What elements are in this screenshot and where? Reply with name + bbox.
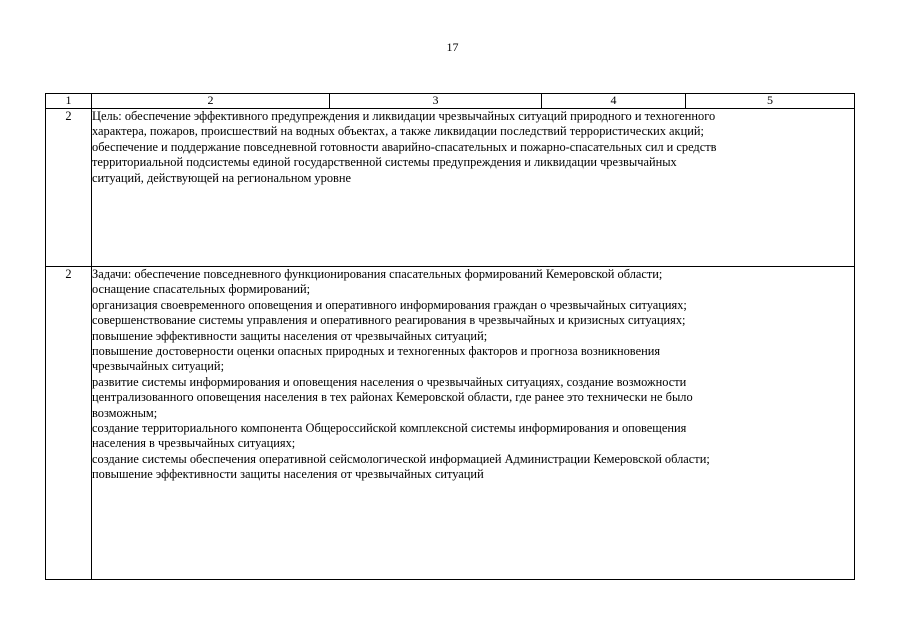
column-header-3: 3 — [330, 94, 542, 109]
task-line: развитие системы информирования и оповещения населения о чрезвычайных ситуациях, создание возможности — [92, 374, 687, 389]
goal-line: характера, пожаров, происшествий на водных объектах, а также ликвидации последствий террористических акций; — [92, 124, 704, 139]
goal-text-cell — [92, 109, 855, 267]
column-header-5: 5 — [686, 94, 855, 109]
row-number: 2 — [46, 267, 92, 580]
program-table — [45, 93, 855, 580]
table-row-goal — [46, 109, 855, 267]
column-header-2: 2 — [92, 94, 330, 109]
task-line: организация своевременного оповещения и оперативного информирования граждан о чрезвычайных ситуациях; — [92, 297, 687, 312]
task-line: оснащение спасательных формирований; — [92, 282, 311, 297]
table-header-row — [46, 94, 855, 109]
task-line: чрезвычайных ситуаций; — [92, 359, 225, 374]
column-header-4: 4 — [542, 94, 686, 109]
goal-line: ситуаций, действующей на региональном уровне — [92, 170, 351, 185]
task-line: повышение эффективности защиты населения от чрезвычайных ситуаций — [92, 467, 484, 482]
task-line: Задачи: обеспечение повседневного функционирования спасательных формирований Кемеровской области; — [92, 267, 663, 281]
goal-line: территориальной подсистемы единой государственной системы предупреждения и ликвидации чрезвычайных — [92, 155, 677, 170]
tasks-text-cell — [92, 267, 855, 580]
task-line: повышение достоверности оценки опасных природных и техногенных факторов и прогноза возникновения — [92, 344, 661, 359]
task-line: создание системы обеспечения оперативной сейсмологической информацией Администрации Кемеровской области; — [92, 451, 710, 466]
column-header-1: 1 — [46, 94, 92, 109]
task-line: создание территориального компонента Общероссийской комплексной системы информирования и оповещения — [92, 421, 687, 436]
page-number: 17 — [446, 40, 459, 54]
task-line: возможным; — [92, 405, 158, 420]
task-line: населения в чрезвычайных ситуациях; — [92, 436, 296, 451]
goal-line: Цель: обеспечение эффективного предупреждения и ликвидации чрезвычайных ситуаций природного и техногенного — [92, 109, 716, 123]
task-line: совершенствование системы управления и оперативного реагирования в чрезвычайных и кризисных ситуациях; — [92, 313, 686, 328]
table-row-tasks — [46, 267, 855, 580]
row-number: 2 — [46, 109, 92, 267]
goal-line: обеспечение и поддержание повседневной готовности аварийно-спасательных и пожарно-спасательных сил и средств — [92, 139, 717, 154]
task-line: централизованного оповещения населения в тех районах Кемеровской области, где ранее это технически не было — [92, 390, 693, 405]
task-line: повышение эффективности защиты населения от чрезвычайных ситуаций; — [92, 328, 488, 343]
